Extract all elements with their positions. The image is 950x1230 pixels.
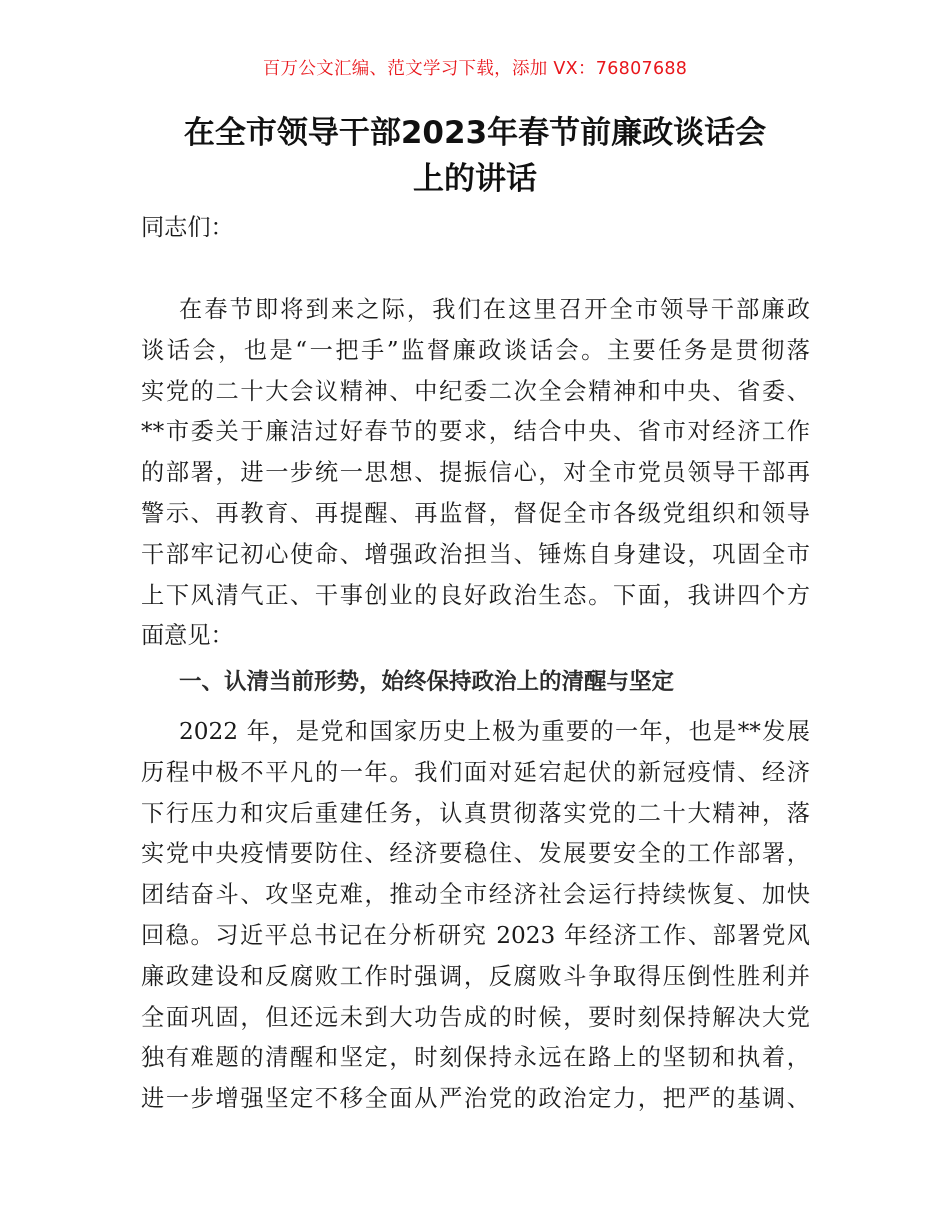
text-line: 回稳。习近平总书记在分析研究 2023 年经济工作、部署党风 (141, 921, 810, 949)
text-line: 历程中极不平凡的一年。我们面对延宕起伏的新冠疫情、经济 (141, 758, 810, 786)
text-line: 廉政建设和反腐败工作时强调，反腐败斗争取得压倒性胜利并 (141, 962, 810, 990)
document-title (95, 110, 855, 202)
text-line: 实党的二十大会议精神、中纪委二次全会精神和中央、省委、 (141, 377, 810, 405)
section-heading-1: 一、认清当前形势，始终保持政治上的清醒与坚定 (179, 669, 675, 695)
text-line: 实党中央疫情要防住、经济要稳住、发展要安全的工作部署， (141, 840, 810, 868)
text-line: 警示、再教育、再提醒、再监督，督促全市各级党组织和领导 (141, 499, 810, 527)
text-line: **市委关于廉洁过好春节的要求，结合中央、省市对经济工作 (141, 418, 810, 446)
salutation-text: 同志们： (141, 214, 234, 241)
title-line-1: 在全市领导干部2023年春节前廉政谈话会 (183, 115, 767, 151)
text-line: 下行压力和灾后重建任务，认真贯彻落实党的二十大精神，落 (141, 799, 810, 827)
text-line: 全面巩固，但还远未到大功告成的时候，要时刻保持解决大党 (141, 1003, 810, 1031)
text-line: 谈话会，也是“一把手”监督廉政谈话会。主要任务是贯彻落 (141, 336, 810, 364)
salutation (141, 208, 810, 249)
text-line: 干部牢记初心使命、增强政治担当、锤炼自身建设，巩固全市 (141, 540, 810, 568)
paragraph-section-1 (141, 712, 810, 1120)
text-line: 2022 年，是党和国家历史上极为重要的一年，也是**发展 (179, 718, 810, 745)
text-line: 的部署，进一步统一思想、提振信心，对全市党员领导干部再 (141, 459, 810, 487)
text-line: 在春节即将到来之际，我们在这里召开全市领导干部廉政 (179, 296, 810, 323)
title-line-2: 上的讲话 (413, 161, 537, 197)
text-line: 上下风清气正、干事创业的良好政治生态。下面，我讲四个方 (141, 581, 810, 609)
text-line: 团结奋斗、攻坚克难，推动全市经济社会运行持续恢复、加快 (141, 881, 810, 909)
paragraph-intro (141, 290, 810, 657)
text-line: 进一步增强坚定不移全面从严治党的政治定力，把严的基调、 (141, 1085, 810, 1113)
header-download-note: 百万公文汇编、范文学习下载，添加 VX：76807688 (262, 59, 688, 79)
text-line: 面意见： (141, 622, 234, 650)
text-line: 独有难题的清醒和坚定，时刻保持永远在路上的坚韧和执着， (141, 1044, 810, 1072)
